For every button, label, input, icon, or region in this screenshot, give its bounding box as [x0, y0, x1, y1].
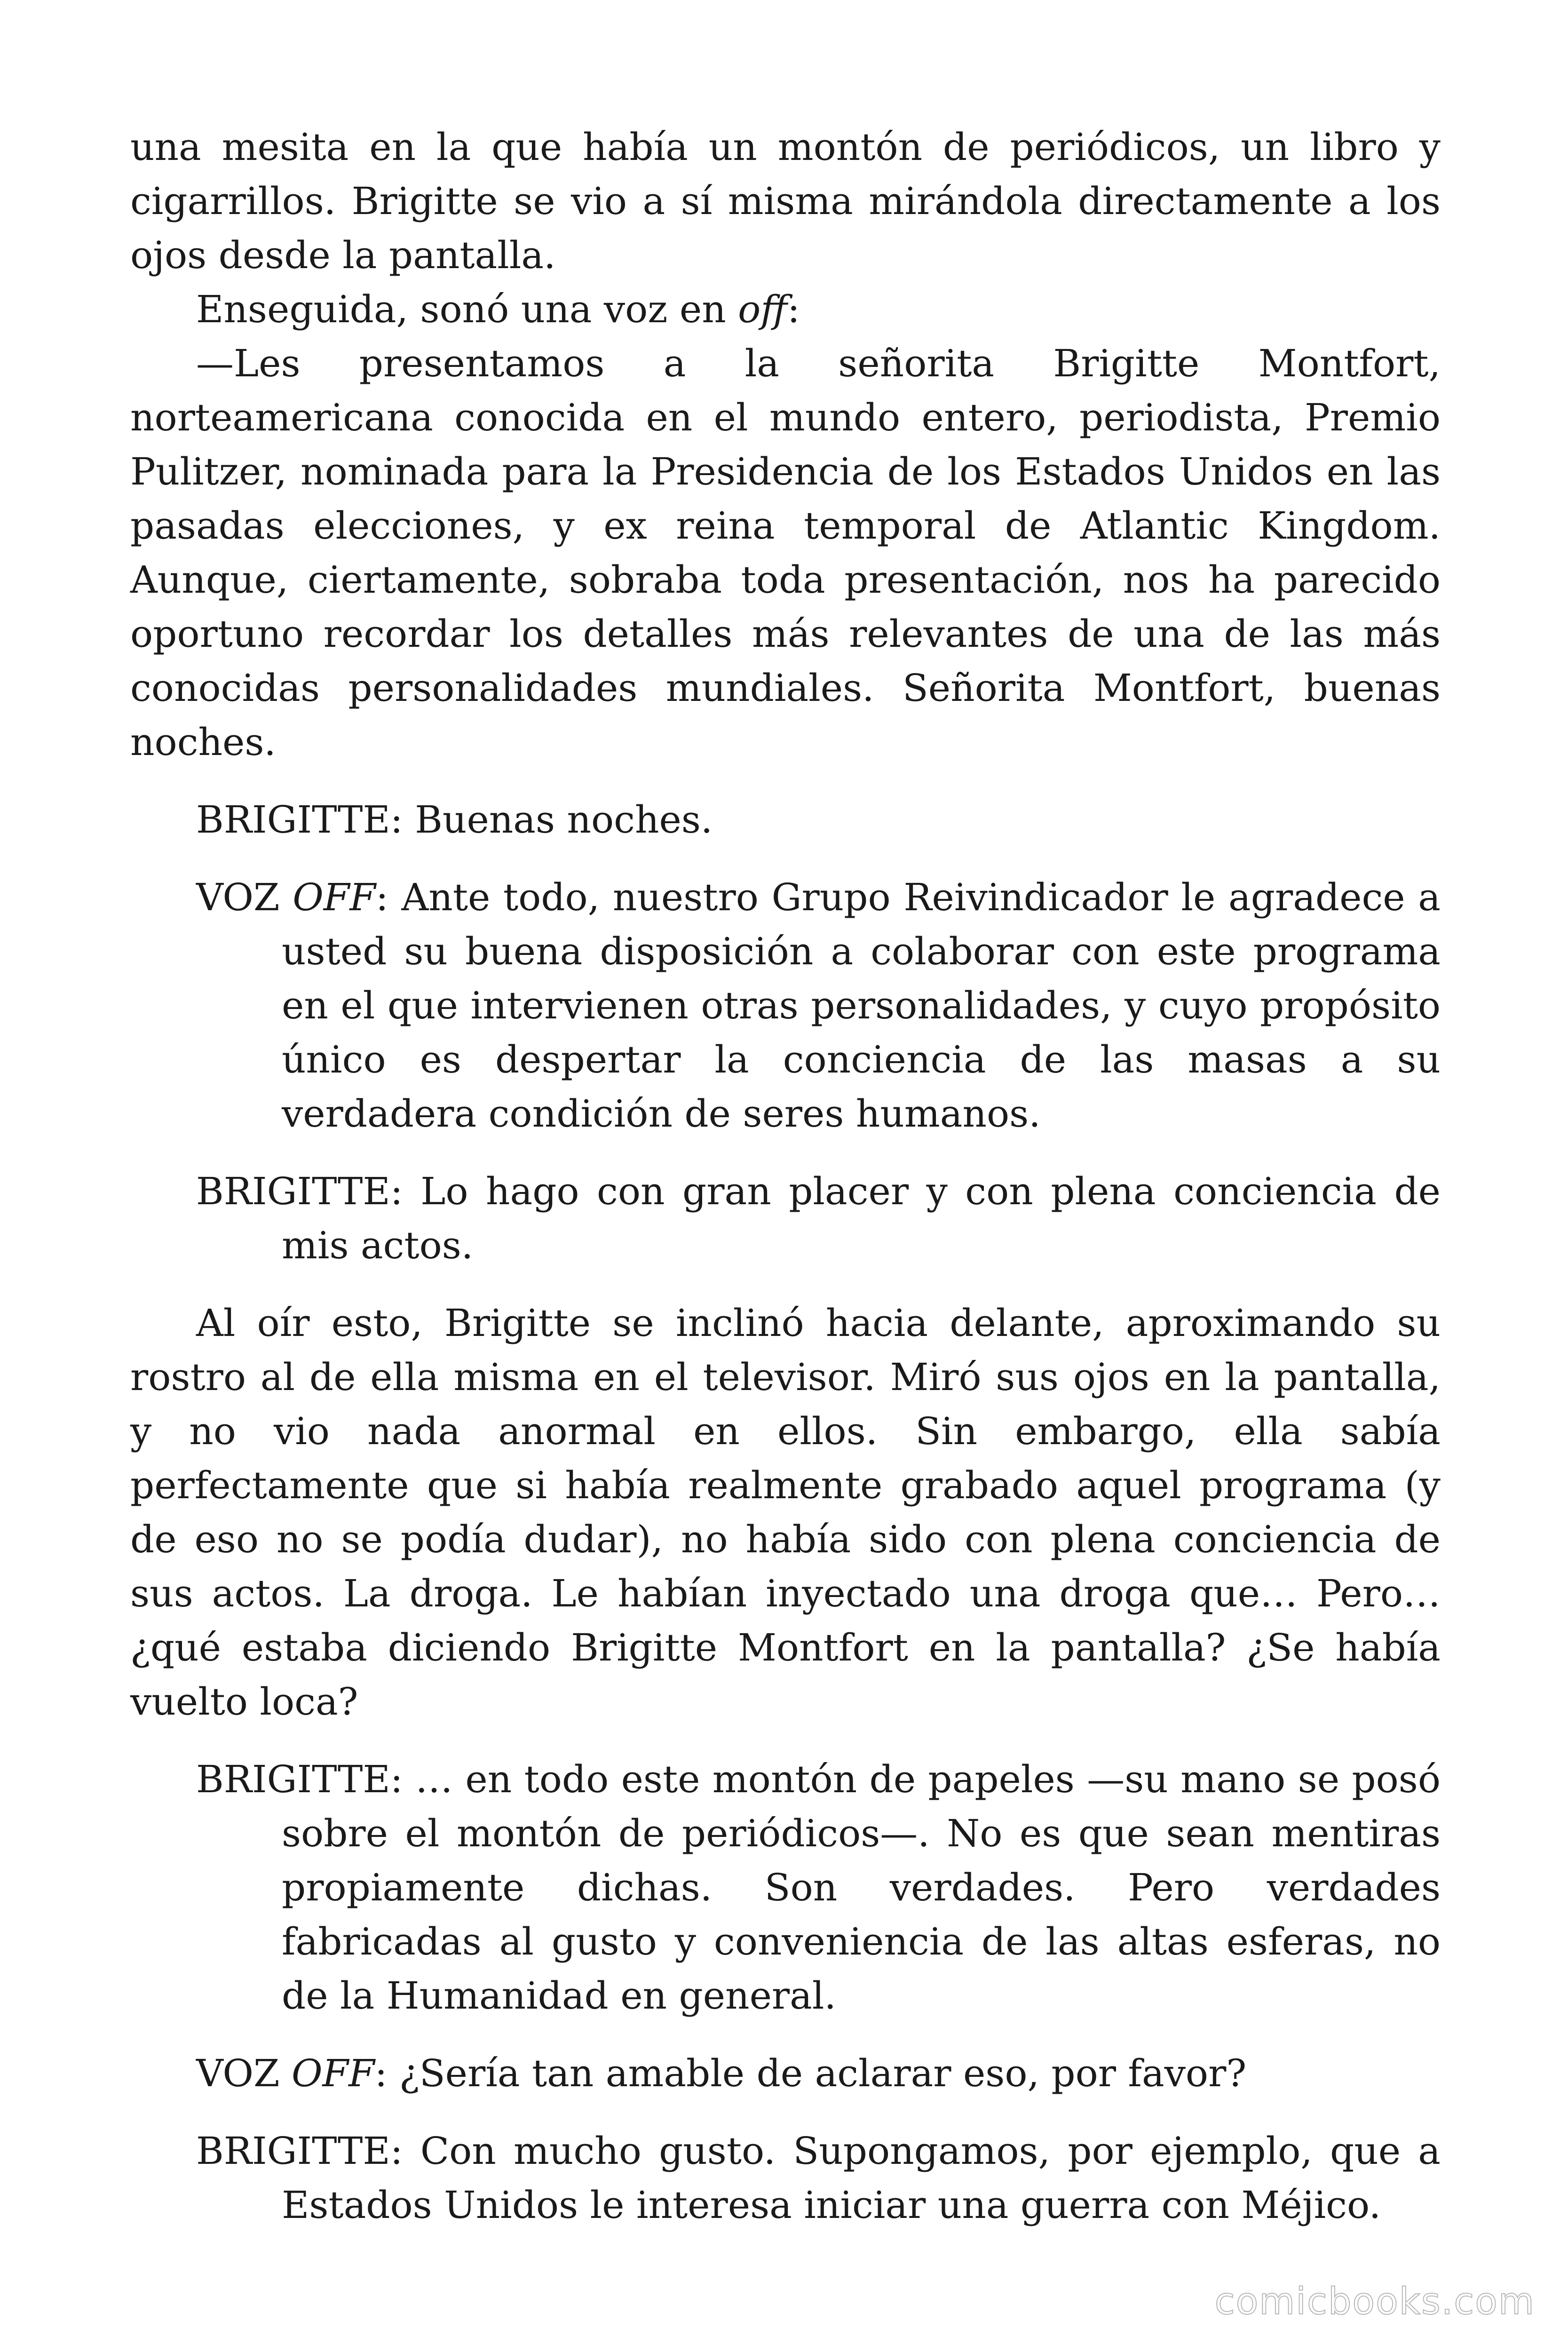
dialogue-text: Ante todo, nuestro Grupo Reivindicador le agradece a usted su buena disposición a colaborar con este programa en el que intervienen otras personalidades, y cuyo propósito único es despertar la conciencia de las masas a su verdadera condición de seres humanos.: [282, 875, 1441, 1136]
dialogue-line: [130, 1752, 1441, 2023]
watermark-logo: comicbooks.com: [1214, 2280, 1535, 2323]
dialogue-line: [130, 2124, 1441, 2232]
dialogue-line: [130, 1164, 1441, 1272]
dialogue-text: Con mucho gusto. Supongamos, por ejemplo, que a Estados Unidos le interesa iniciar una guerra con Méjico.: [282, 2129, 1441, 2227]
speaker-label-italic: OFF: [293, 875, 376, 919]
speaker-label: BRIGITTE:: [196, 1757, 403, 1801]
dialogue-line: [130, 793, 1441, 847]
speaker-label-part: VOZ: [196, 875, 293, 919]
speaker-label-part: VOZ: [196, 2051, 292, 2095]
paragraph: una mesita en la que había un montón de periódicos, un libro y cigarrillos. Brigitte se vio a sí misma mirándola directamente a los ojos desde la pantalla.: [130, 125, 1441, 277]
dialogue-text: Buenas noches.: [415, 798, 713, 842]
paragraph-text: :: [787, 287, 800, 331]
dialogue-text: … en todo este montón de papeles —su mano se posó sobre el montón de periódicos—. No es que sean mentiras propiamente dichas. Son verdades. Pero verdades fabricadas al gusto y conveniencia de las altas esferas, no de la Humanidad en general.: [282, 1757, 1441, 2018]
speaker-label: BRIGITTE:: [196, 798, 403, 842]
dialogue-text: ¿Sería tan amable de aclarar eso, por favor?: [399, 2051, 1247, 2095]
speaker-label-part: :: [374, 2051, 388, 2095]
italic-text: off: [738, 287, 787, 331]
speaker-label-italic: OFF: [291, 2051, 375, 2095]
paragraph-text: Enseguida, sonó una voz en: [196, 287, 738, 331]
dialogue-text: Lo hago con gran placer y con plena conciencia de mis actos.: [282, 1169, 1441, 1267]
speaker-label: [196, 875, 388, 919]
speaker-label: BRIGITTE:: [196, 1169, 403, 1213]
speaker-label: BRIGITTE:: [196, 2129, 403, 2173]
paragraph: —Les presentamos a la señorita Brigitte Montfort, norteamericana conocida en el mundo entero, periodista, Premio Pulitzer, nominada para la Presidencia de los Estados Unidos en las pasadas elecciones, y ex reina temporal de Atlantic Kingdom. Aunque, ciertamente, sobraba toda presentación, nos ha parecido oportuno recordar los detalles más relevantes de una de las más conocidas personalidades mundiales. Señorita Montfort, buenas noches.: [130, 342, 1441, 764]
paragraph: Al oír esto, Brigitte se inclinó hacia delante, aproximando su rostro al de ella misma en el televisor. Miró sus ojos en la pantalla, y no vio nada anormal en ellos. Sin embargo, ella sabía perfectamente que si había realmente grabado aquel programa (y de eso no se podía dudar), no había sido con plena conciencia de sus actos. La droga. Le habían inyectado una droga que… Pero… ¿qué estaba diciendo Brigitte Montfort en la pantalla? ¿Se había vuelto loca?: [130, 1301, 1441, 1724]
page-text: [130, 120, 1441, 2232]
dialogue-line: [130, 870, 1441, 1141]
speaker-label: [196, 2051, 388, 2095]
speaker-label-part: :: [375, 875, 388, 919]
dialogue-line: [130, 2046, 1441, 2100]
paragraph: [130, 282, 1441, 336]
